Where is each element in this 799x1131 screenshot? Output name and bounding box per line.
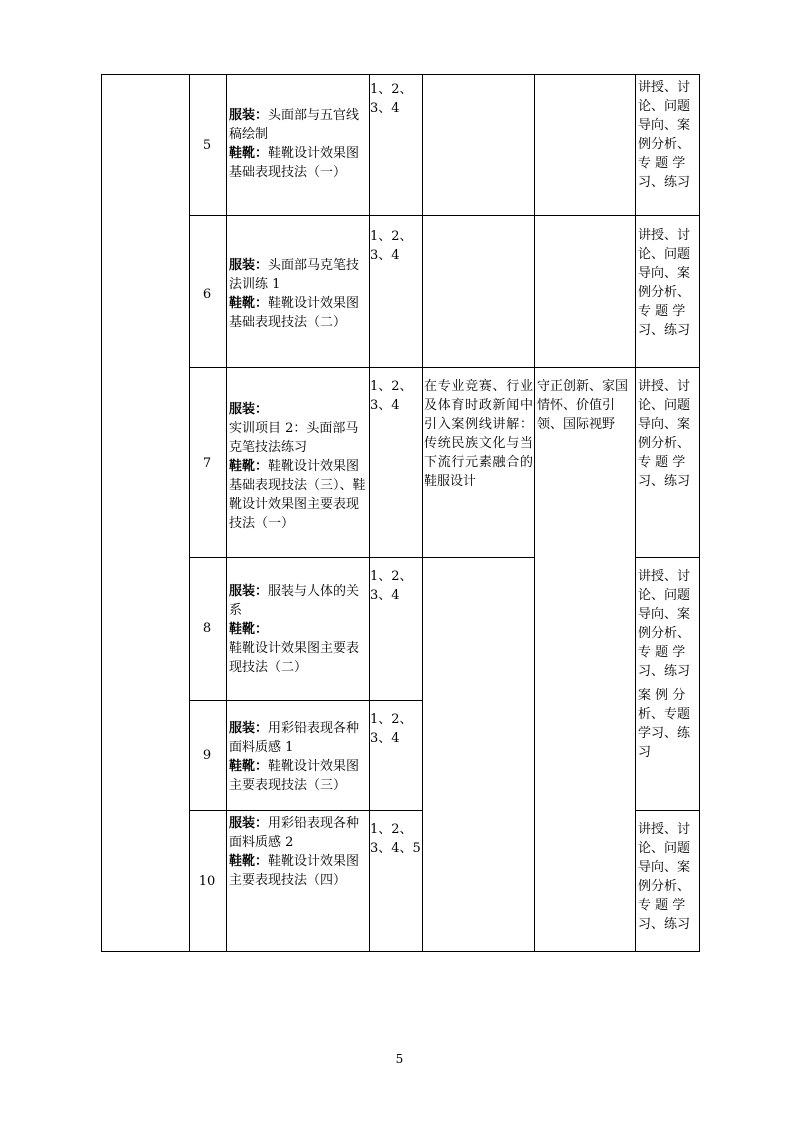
row-number: 9	[202, 748, 212, 763]
row-divider-9-10b	[635, 810, 700, 811]
clothing-text: 服装与人体的关系	[229, 584, 360, 618]
clothing-label: 服装：	[229, 258, 269, 273]
clothing-label: 服装：	[229, 721, 269, 736]
clothing-label: 服装：	[229, 584, 269, 599]
objectives: 1、2、3、4、5	[370, 822, 421, 856]
table-border-bottom	[101, 951, 700, 952]
row-divider-7-8b	[635, 557, 700, 558]
clothing-label: 服装：	[229, 816, 269, 831]
shoes-text: 鞋靴设计效果图主要表现技法（三）	[229, 759, 360, 793]
objectives: 1、2、3、4	[370, 569, 413, 603]
col-divider-6	[635, 74, 636, 952]
row-divider-5-6	[189, 215, 700, 216]
row-content	[229, 400, 369, 533]
teaching-method: 讲授、讨论、问题导向、案例分析、专 题 学习、练习	[638, 822, 691, 932]
col-divider-5	[534, 74, 535, 952]
shoes-text: 鞋靴设计效果图基础表现技法（一）	[229, 146, 360, 180]
shoes-text: 鞋靴设计效果图基础表现技法（二）	[229, 296, 360, 330]
row-content	[229, 814, 369, 890]
shoes-label: 鞋靴：	[229, 854, 269, 869]
clothing-text: 头面部马克笔技法训练 1	[229, 258, 360, 292]
row-content	[229, 256, 369, 332]
objectives: 1、2、3、4	[370, 82, 413, 116]
row-number: 6	[202, 287, 212, 302]
col-divider-2	[226, 74, 227, 952]
teaching-method: 讲授、讨论、问题导向、案例分析、专 题 学习、练习	[638, 379, 691, 489]
shoes-text: 鞋靴设计效果图基础表现技法（三）、鞋靴设计效果图主要表现技法（一）	[229, 459, 366, 531]
shoes-text: 鞋靴设计效果图主要表现技法（四）	[229, 854, 360, 888]
teaching-method: 讲授、讨论、问题导向、案例分析、专 题 学习、练习	[638, 80, 691, 190]
objectives: 1、2、3、4	[370, 712, 413, 746]
col-divider-4	[422, 74, 423, 952]
row-divider-8-9	[189, 700, 422, 701]
shoes-label: 鞋靴：	[229, 459, 269, 474]
row-divider-9-10a	[189, 810, 422, 811]
row-number: 10	[198, 874, 216, 889]
shoes-label: 鞋靴：	[229, 146, 269, 161]
ideological-case: 在专业竞赛、行业及体育时政新闻中引入案例线讲解：传统民族文化与当下流行元素融合的鞋服设计	[424, 379, 533, 489]
clothing-text: 用彩铅表现各种面料质感 2	[229, 816, 360, 850]
teaching-method: 讲授、讨论、问题导向、案例分析、专 题 学习、练习	[638, 569, 691, 679]
table-border-top	[101, 74, 700, 75]
shoes-label: 鞋靴：	[229, 759, 269, 774]
objectives: 1、2、3、4	[370, 379, 413, 413]
row-divider-7-8a	[189, 557, 534, 558]
row-number: 5	[202, 138, 212, 153]
shoes-label: 鞋靴：	[229, 296, 269, 311]
objectives: 1、2、3、4	[370, 229, 413, 263]
clothing-text: 实训项目 2：头面部马克笔技法练习	[229, 421, 359, 455]
page-number: 5	[395, 1052, 404, 1066]
row-content	[229, 582, 369, 677]
row-number: 7	[202, 456, 212, 471]
row-content	[229, 719, 369, 795]
clothing-label: 服装：	[229, 108, 269, 123]
shoes-text: 鞋靴设计效果图主要表现技法（二）	[229, 641, 360, 675]
col-divider-1	[189, 74, 190, 952]
row-number: 8	[202, 621, 212, 636]
table-border-left	[101, 74, 102, 952]
shoes-label: 鞋靴：	[229, 622, 269, 637]
clothing-label: 服装：	[229, 402, 269, 417]
row-divider-6-7	[189, 367, 700, 368]
teaching-method: 案 例 分析、专题学习、练习	[638, 688, 691, 760]
clothing-text: 用彩铅表现各种面料质感 1	[229, 721, 360, 755]
teaching-method: 讲授、讨论、问题导向、案例分析、专 题 学习、练习	[638, 228, 691, 338]
ideological-elements: 守正创新、家国情怀、价值引领、国际视野	[537, 379, 629, 432]
row-content	[229, 106, 369, 182]
clothing-text: 头面部与五官线稿绘制	[229, 108, 360, 142]
table-border-right	[699, 74, 700, 952]
